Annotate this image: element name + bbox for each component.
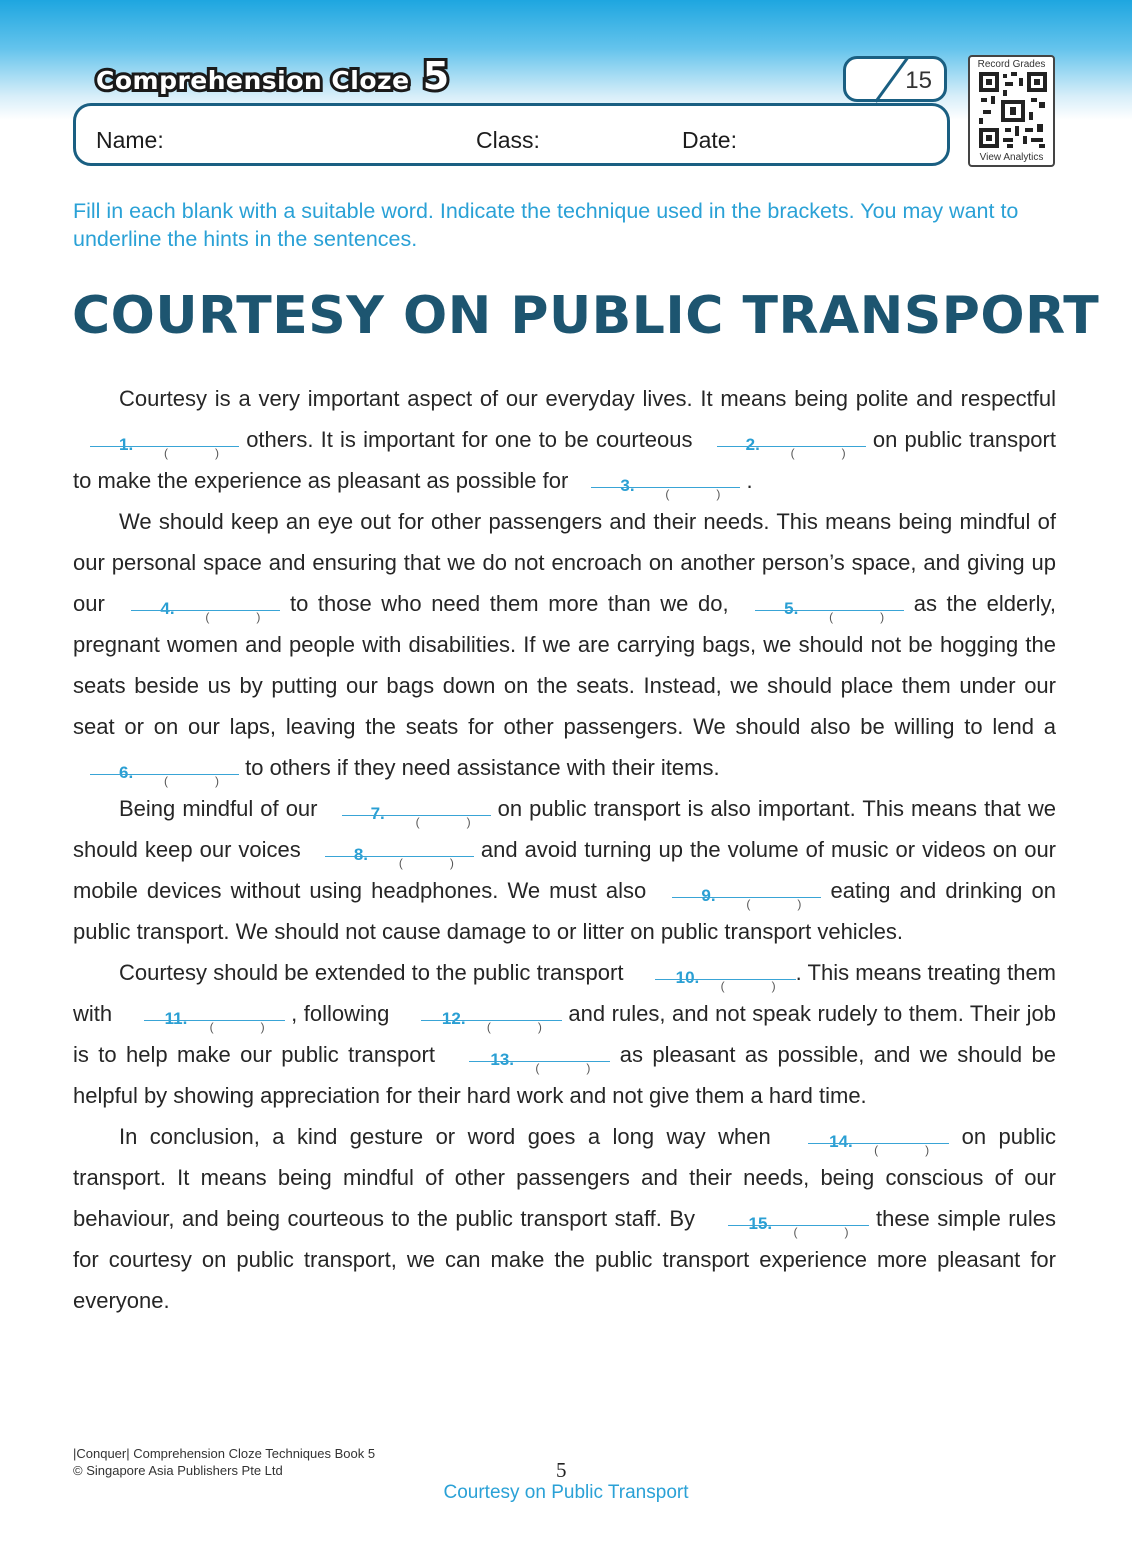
worksheet-number: 5 — [422, 54, 450, 98]
score-slash — [874, 57, 908, 102]
footer-caption: Courtesy on Public Transport — [443, 1482, 689, 1503]
footer-book-title: |Conquer| Comprehension Cloze Techniques Book 5 — [73, 1446, 376, 1461]
worksheet-title: Comprehension Cloze 5 — [96, 54, 450, 98]
blank-12[interactable]: 12. ( ) — [396, 1001, 562, 1021]
blank-1[interactable]: 1. ( ) — [73, 427, 239, 447]
footer-credits — [73, 1445, 375, 1479]
paragraph-5: In conclusion, a kind gesture or word goes a long way when 14. ( ) on public transport. It means being mindful of other passengers and their needs, being conscious of our behaviour, and being courteous to the public transport staff. By 15. ( ) these simple rules for courtesy on public transport, we can make the public transport experience more pleasant for everyone. — [73, 1124, 1056, 1313]
name-label: Name: — [96, 127, 164, 153]
blank-9[interactable]: 9. ( ) — [655, 878, 821, 898]
blank-7[interactable]: 7. ( ) — [325, 796, 491, 816]
qr-top-label: Record Grades — [977, 59, 1046, 70]
paragraph-4: Courtesy should be extended to the public transport 10. ( ) . This means treating them with 11. ( ) , following 12. ( ) and rules, and not speak rudely to them. Their job is to help make our public transport 13. ( ) as pleasant as possible, and we should be helpful by showing appreciation for their hard work and not give them a hard time. — [73, 960, 1057, 1108]
paragraph-1: Courtesy is a very important aspect of our everyday lives. It means being polite and respectful 1. ( ) others. It is important for one to be courteous 2. ( ) on public transport to make the experience as pleasant as possible for 3. ( ) . — [73, 386, 1056, 501]
paragraph-2: We should keep an eye out for other passengers and their needs. This means being mindful of our personal space and ensuring that we do not encroach on another person’s space, and giving up our 4. ( ) to those who need them more than we do, 5. ( ) as the elderly, pregnant women and people with disabilities. If we are carrying bags, we should not be hogging the seats beside us by putting our bags down on the seats. Instead, we should place them under our seat or on our laps, leaving the seats for other passengers. We should also be willing to lend a 6. ( ) to others if they need assistance with their items. — [73, 509, 1056, 788]
passage — [73, 378, 1056, 1321]
blank-14[interactable]: 14. ( ) — [783, 1124, 949, 1144]
blank-6[interactable]: 6. ( ) — [73, 755, 239, 775]
qr-code-panel[interactable] — [968, 55, 1055, 167]
instructions: Fill in each blank with a suitable word. Indicate the technique used in the brackets. You may want to underline the hints in the sentences. — [73, 199, 1019, 251]
blank-5[interactable]: 5. ( ) — [738, 591, 904, 611]
footer-copyright: © Singapore Asia Publishers Pte Ltd — [73, 1463, 283, 1478]
passage-title: COURTESY ON PUBLIC TRANSPORT — [72, 286, 1100, 346]
blank-11[interactable]: 11. ( ) — [119, 1001, 285, 1021]
blank-8[interactable]: 8. ( ) — [308, 837, 474, 857]
qr-bottom-label: View Analytics — [979, 152, 1044, 163]
blank-15[interactable]: 15. ( ) — [703, 1206, 869, 1226]
blank-2[interactable]: 2. ( ) — [700, 427, 866, 447]
paragraph-3: Being mindful of our 7. ( ) on public transport is also important. This means that we should keep our voices 8. ( ) and avoid turning up the volume of music or videos on our mobile devices without using headphones. We must also 9. ( ) eating and drinking on public transport. We should not cause damage to or litter on public transport vehicles. — [73, 796, 1057, 944]
blank-4[interactable]: 4. ( ) — [114, 591, 280, 611]
page-number: 5 — [556, 1458, 567, 1482]
score-box — [843, 56, 947, 102]
blank-13[interactable]: 13. ( ) — [444, 1042, 610, 1062]
date-label: Date: — [682, 127, 737, 153]
blank-3[interactable]: 3. ( ) — [574, 468, 740, 488]
student-info-box — [73, 103, 950, 166]
score-total: 15 — [905, 67, 932, 94]
class-label: Class: — [476, 127, 540, 153]
qr-code-icon — [979, 72, 1047, 148]
blank-10[interactable]: 10. ( ) — [630, 960, 796, 980]
